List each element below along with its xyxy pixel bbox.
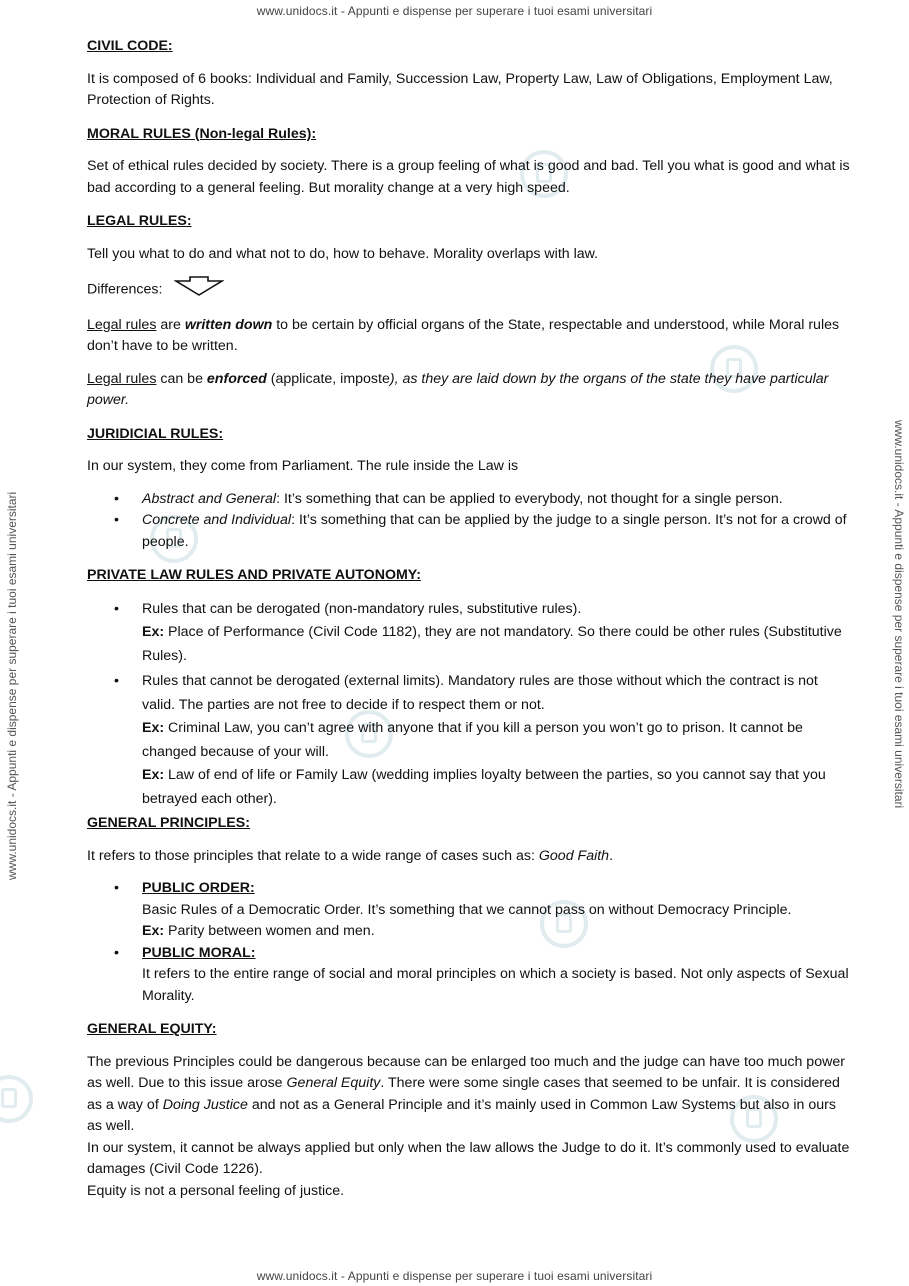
general-equity-paragraph-3: Equity is not a personal feeling of justice. (87, 1182, 345, 1199)
list-item-text: : It’s something that can be applied by the judge to a single person. It’s not for a crowd of people. (142, 512, 847, 550)
legal-rules-heading: LEGAL RULES: (87, 213, 192, 229)
list-item-text: : It’s something that can be applied to everybody, not thought for a single person. (276, 490, 783, 507)
private-law-heading: PRIVATE LAW RULES AND PRIVATE AUTONOMY: (87, 567, 421, 583)
example-text: Parity between women and men. (164, 923, 375, 939)
juridicial-rules-list (87, 489, 852, 554)
general-principles-text (87, 846, 852, 868)
text-fragment: and not as a General Principle and it’s mainly used in Common Law Systems but also in ours as well. (87, 1096, 836, 1134)
example-label: Ex: (142, 720, 165, 736)
enforced-emphasis: enforced (206, 370, 267, 387)
legal-rules-written-paragraph (87, 315, 852, 358)
public-order-label: PUBLIC ORDER: (142, 880, 255, 896)
legal-rules-term: Legal rules (87, 316, 157, 333)
doing-justice-emphasis: Doing Justice (162, 1096, 248, 1113)
legal-rules-enforced-paragraph (87, 369, 852, 412)
list-item (87, 670, 852, 811)
good-faith-emphasis: Good Faith (538, 847, 610, 864)
text-fragment: . There were some single cases that seemed to be unfair. It is considered as a way of (87, 1075, 840, 1113)
example-text: Place of Performance (Civil Code 1182), they are not mandatory. So there could be other rules (Substitutive Rules). (142, 624, 842, 664)
moral-rules-text: Set of ethical rules decided by society. There is a group feeling of what is good and bad. Tell you what is good and what is bad according to a general feeling. But morality change at a very high speed. (87, 158, 850, 196)
public-moral-text: It refers to the entire range of social and moral principles on which a society is based. Not only aspects of Sexual Morality. (142, 966, 849, 1004)
differences-line (87, 276, 852, 304)
text-fragment: ), as they are laid down by the organs of the state they have particular power. (87, 370, 829, 408)
text-fragment: The previous Principles could be dangerous because can be enlarged too much and the judge can have too much power as well. Due to this issue arose (87, 1053, 845, 1091)
differences-label: Differences: (87, 281, 163, 298)
text-fragment: It refers to those principles that relate to a wide range of cases such as: (87, 847, 539, 864)
list-item (87, 943, 852, 1008)
juridicial-rules-text: In our system, they come from Parliament. The rule inside the Law is (87, 458, 519, 474)
example-label: Ex: (142, 923, 165, 939)
written-down-emphasis: written down (184, 316, 273, 333)
civil-code-text: It is composed of 6 books: Individual and Family, Succession Law, Property Law, Law of Obligations, Employment Law, Protection of Rights. (87, 70, 833, 108)
list-item-term: Abstract and General (142, 490, 277, 507)
list-item-text: Rules that cannot be derogated (external limits). Mandatory rules are those without which the contract is not valid. The parties are not free to decide if to respect them or not. (142, 673, 818, 713)
text-fragment: to be certain by official organs of the State, respectable and understood, while Moral rules don’t have to be written. (87, 316, 840, 354)
text-fragment: can be (156, 370, 207, 387)
general-principles-heading: GENERAL PRINCIPLES: (87, 815, 250, 831)
list-item (87, 510, 852, 553)
example-label: Ex: (142, 767, 165, 783)
footer-watermark: www.unidocs.it - Appunti e dispense per superare i tuoi esami universitari (256, 1269, 653, 1283)
arrow-down-icon (174, 276, 224, 304)
general-principles-list (87, 878, 852, 1007)
general-equity-paragraph-2: In our system, it cannot be always applied but only when the law allows the Judge to do it. It’s commonly used to evaluate damages (Civil Code 1226). (87, 1139, 850, 1177)
list-item (87, 878, 852, 943)
general-equity-paragraph-1 (87, 1052, 852, 1138)
document-body (87, 36, 852, 1202)
left-side-watermark: www.unidocs.it - Appunti e dispense per superare i tuoi esami universitari (5, 491, 19, 880)
juridicial-rules-heading: JURIDICIAL RULES: (87, 425, 224, 442)
text-fragment: (applicate, imposte (266, 370, 390, 387)
moral-rules-heading: MORAL RULES (Non-legal Rules): (87, 125, 317, 142)
public-moral-label: PUBLIC MORAL: (142, 944, 256, 961)
legal-rules-text: Tell you what to do and what not to do, how to behave. Morality overlaps with law. (87, 245, 599, 262)
example-text: Law of end of life or Family Law (wedding implies loyalty between the parties, so you cannot say that you betrayed each other). (142, 767, 826, 807)
general-equity-emphasis: General Equity (286, 1075, 381, 1091)
logo-watermark-icon (0, 1075, 33, 1123)
header-watermark: www.unidocs.it - Appunti e dispense per superare i tuoi esami universitari (256, 4, 653, 18)
right-side-watermark: www.unidocs.it - Appunti e dispense per superare i tuoi esami universitari (892, 420, 906, 809)
text-fragment: . (609, 847, 614, 864)
list-item (87, 598, 852, 669)
list-item (87, 489, 852, 511)
example-text: Criminal Law, you can’t agree with anyone that if you kill a person you won’t go to prison. It cannot be changed because of your will. (142, 720, 803, 760)
text-fragment: are (156, 316, 185, 333)
civil-code-heading: CIVIL CODE: (87, 38, 173, 54)
example-label: Ex: (142, 624, 165, 640)
list-item-term: Concrete and Individual (142, 512, 292, 528)
list-item-text: Rules that can be derogated (non-mandatory rules, substitutive rules). (142, 600, 582, 617)
legal-rules-term: Legal rules (87, 370, 157, 387)
public-order-text: Basic Rules of a Democratic Order. It’s something that we cannot pass on without Democracy Principle. (142, 901, 792, 918)
private-law-list (87, 598, 852, 812)
general-equity-heading: GENERAL EQUITY: (87, 1021, 217, 1037)
